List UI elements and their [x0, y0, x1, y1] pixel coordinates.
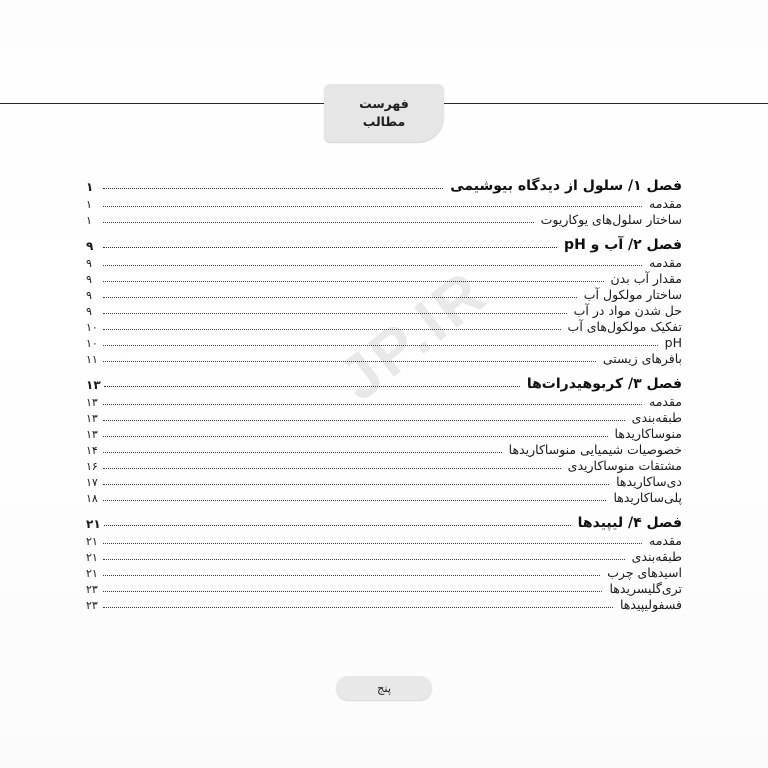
toc-group: [86, 515, 682, 612]
toc-group-spacer: [86, 228, 682, 237]
toc-entry-row[interactable]: [86, 533, 682, 548]
toc-page-number: ۱۰: [86, 321, 98, 334]
toc-entry-title: پلی‌ساکاریدها: [613, 490, 682, 505]
toc-entry-title: فسفولیپیدها: [620, 597, 682, 612]
toc-page-number: ۲۱: [86, 517, 101, 531]
toc-dot-leader: [103, 443, 502, 453]
toc-page-number: ۱: [86, 180, 94, 194]
toc-dot-leader: [103, 598, 613, 608]
toc-entry-row[interactable]: [86, 474, 682, 489]
toc-entry-row[interactable]: [86, 597, 682, 612]
toc-entry-row[interactable]: [86, 490, 682, 505]
toc-page-number: ۱۶: [86, 460, 98, 473]
toc-page-number: ۲۱: [86, 535, 98, 548]
toc-dot-leader: [103, 411, 625, 421]
toc-entry-title: مقدمه: [649, 196, 682, 211]
toc-header-line1: فهرست: [359, 95, 409, 111]
toc-entry-title: مقدار آب بدن: [610, 271, 682, 286]
toc-page-number: ۱۳: [86, 428, 98, 441]
toc-entry-title: مشتقات منوساکاریدی: [567, 458, 682, 473]
toc-group-spacer: [86, 506, 682, 515]
toc-dot-leader: [103, 288, 577, 298]
toc-page-number: ۱۰: [86, 337, 98, 350]
toc-group-spacer: [86, 367, 682, 376]
toc-page-number: ۱۸: [86, 492, 98, 505]
toc-entry-row[interactable]: [86, 426, 682, 441]
toc-dot-leader: [104, 377, 520, 387]
toc-entry-row[interactable]: [86, 581, 682, 596]
toc-entry-row[interactable]: [86, 287, 682, 302]
toc-page-number: ۱۳: [86, 412, 98, 425]
watermark-text: JP.IR: [326, 256, 501, 415]
table-of-contents: [86, 178, 682, 613]
toc-page-number: ۹: [86, 289, 92, 302]
toc-dot-leader: [103, 491, 606, 501]
toc-entry-title: مقدمه: [649, 394, 682, 409]
toc-dot-leader: [103, 582, 602, 592]
toc-page-number: ۱۴: [86, 444, 98, 457]
toc-page-number: ۲۳: [86, 599, 98, 612]
toc-group: [86, 376, 682, 505]
toc-dot-leader: [103, 395, 642, 405]
toc-entry-title: طبقه‌بندی: [631, 410, 682, 425]
toc-entry-title: حل شدن مواد در آب: [573, 303, 682, 318]
toc-entry-title: منوساکاریدها: [614, 426, 682, 441]
toc-page-number: ۱۳: [86, 378, 101, 392]
toc-dot-leader: [103, 272, 604, 282]
toc-dot-leader: [103, 320, 561, 330]
footer-page-label: پنج: [376, 681, 392, 695]
toc-entry-row[interactable]: [86, 303, 682, 318]
toc-dot-leader: [103, 238, 557, 248]
toc-page-number: ۹: [86, 305, 92, 318]
toc-entry-title: مقدمه: [649, 255, 682, 270]
toc-dot-leader: [103, 179, 443, 189]
toc-entry-title: مقدمه: [649, 533, 682, 548]
toc-header-tab: [324, 84, 444, 142]
toc-dot-leader: [104, 516, 571, 526]
toc-entry-title: دی‌ساکاریدها: [616, 474, 682, 489]
toc-page-number: ۱: [86, 214, 92, 227]
toc-page-number: ۹: [86, 257, 92, 270]
toc-dot-leader: [103, 304, 567, 314]
toc-dot-leader: [103, 475, 609, 485]
toc-dot-leader: [103, 550, 625, 560]
toc-entry-row[interactable]: [86, 394, 682, 409]
toc-chapter-title: فصل ۳/ کربوهیدرات‌ها: [526, 376, 682, 392]
toc-entry-title: اسیدهای چرب: [607, 565, 682, 580]
toc-entry-row[interactable]: [86, 549, 682, 564]
toc-dot-leader: [103, 566, 600, 576]
toc-page-number: ۲۳: [86, 583, 98, 596]
toc-dot-leader: [103, 213, 534, 223]
toc-dot-leader: [103, 197, 642, 207]
toc-chapter-row[interactable]: [86, 237, 682, 253]
toc-entry-title: خصوصیات شیمیایی منوساکاریدها: [508, 442, 682, 457]
toc-entry-row[interactable]: [86, 271, 682, 286]
toc-entry-title: تری‌گلیسریدها: [609, 581, 682, 596]
toc-page-number: ۹: [86, 239, 94, 253]
toc-page-number: ۱۷: [86, 476, 98, 489]
toc-entry-row[interactable]: [86, 212, 682, 227]
toc-chapter-row[interactable]: [86, 178, 682, 194]
toc-page-number: ۹: [86, 273, 92, 286]
toc-entry-title: تفکیک مولکول‌های آب: [567, 319, 682, 334]
toc-entry-row[interactable]: [86, 255, 682, 270]
toc-chapter-row[interactable]: [86, 376, 682, 392]
toc-page-number: ۲۱: [86, 567, 98, 580]
toc-entry-row[interactable]: [86, 410, 682, 425]
toc-group: [86, 178, 682, 227]
toc-page-number: ۱۱: [86, 353, 98, 366]
toc-entry-title: pH: [664, 335, 682, 350]
toc-dot-leader: [103, 256, 642, 266]
toc-chapter-title: فصل ۲/ آب و pH: [564, 237, 682, 253]
toc-page-number: ۱: [86, 198, 92, 211]
toc-chapter-row[interactable]: [86, 515, 682, 531]
toc-dot-leader: [103, 427, 608, 437]
toc-entry-row[interactable]: [86, 442, 682, 457]
footer-page-tab: [336, 676, 432, 700]
toc-entry-row[interactable]: [86, 458, 682, 473]
toc-entry-row[interactable]: [86, 351, 682, 366]
toc-group: [86, 237, 682, 366]
toc-dot-leader: [103, 352, 596, 362]
toc-entry-row[interactable]: [86, 319, 682, 334]
toc-dot-leader: [103, 534, 642, 544]
toc-dot-leader: [103, 459, 561, 469]
toc-page-number: ۱۳: [86, 396, 98, 409]
toc-entry-row[interactable]: [86, 335, 682, 350]
toc-chapter-title: فصل ۱/ سلول از دیدگاه بیوشیمی: [450, 178, 682, 194]
toc-dot-leader: [103, 336, 658, 346]
toc-entry-row[interactable]: [86, 196, 682, 211]
toc-entry-row[interactable]: [86, 565, 682, 580]
toc-chapter-title: فصل ۴/ لیپیدها: [577, 515, 682, 531]
toc-entry-title: بافرهای زیستی: [602, 351, 682, 366]
toc-header-line2: مطالب: [362, 114, 406, 129]
toc-entry-title: طبقه‌بندی: [631, 549, 682, 564]
toc-entry-title: ساختار سلول‌های یوکاریوت: [540, 212, 682, 227]
toc-page-number: ۲۱: [86, 551, 98, 564]
toc-entry-title: ساختار مولکول آب: [583, 287, 682, 302]
